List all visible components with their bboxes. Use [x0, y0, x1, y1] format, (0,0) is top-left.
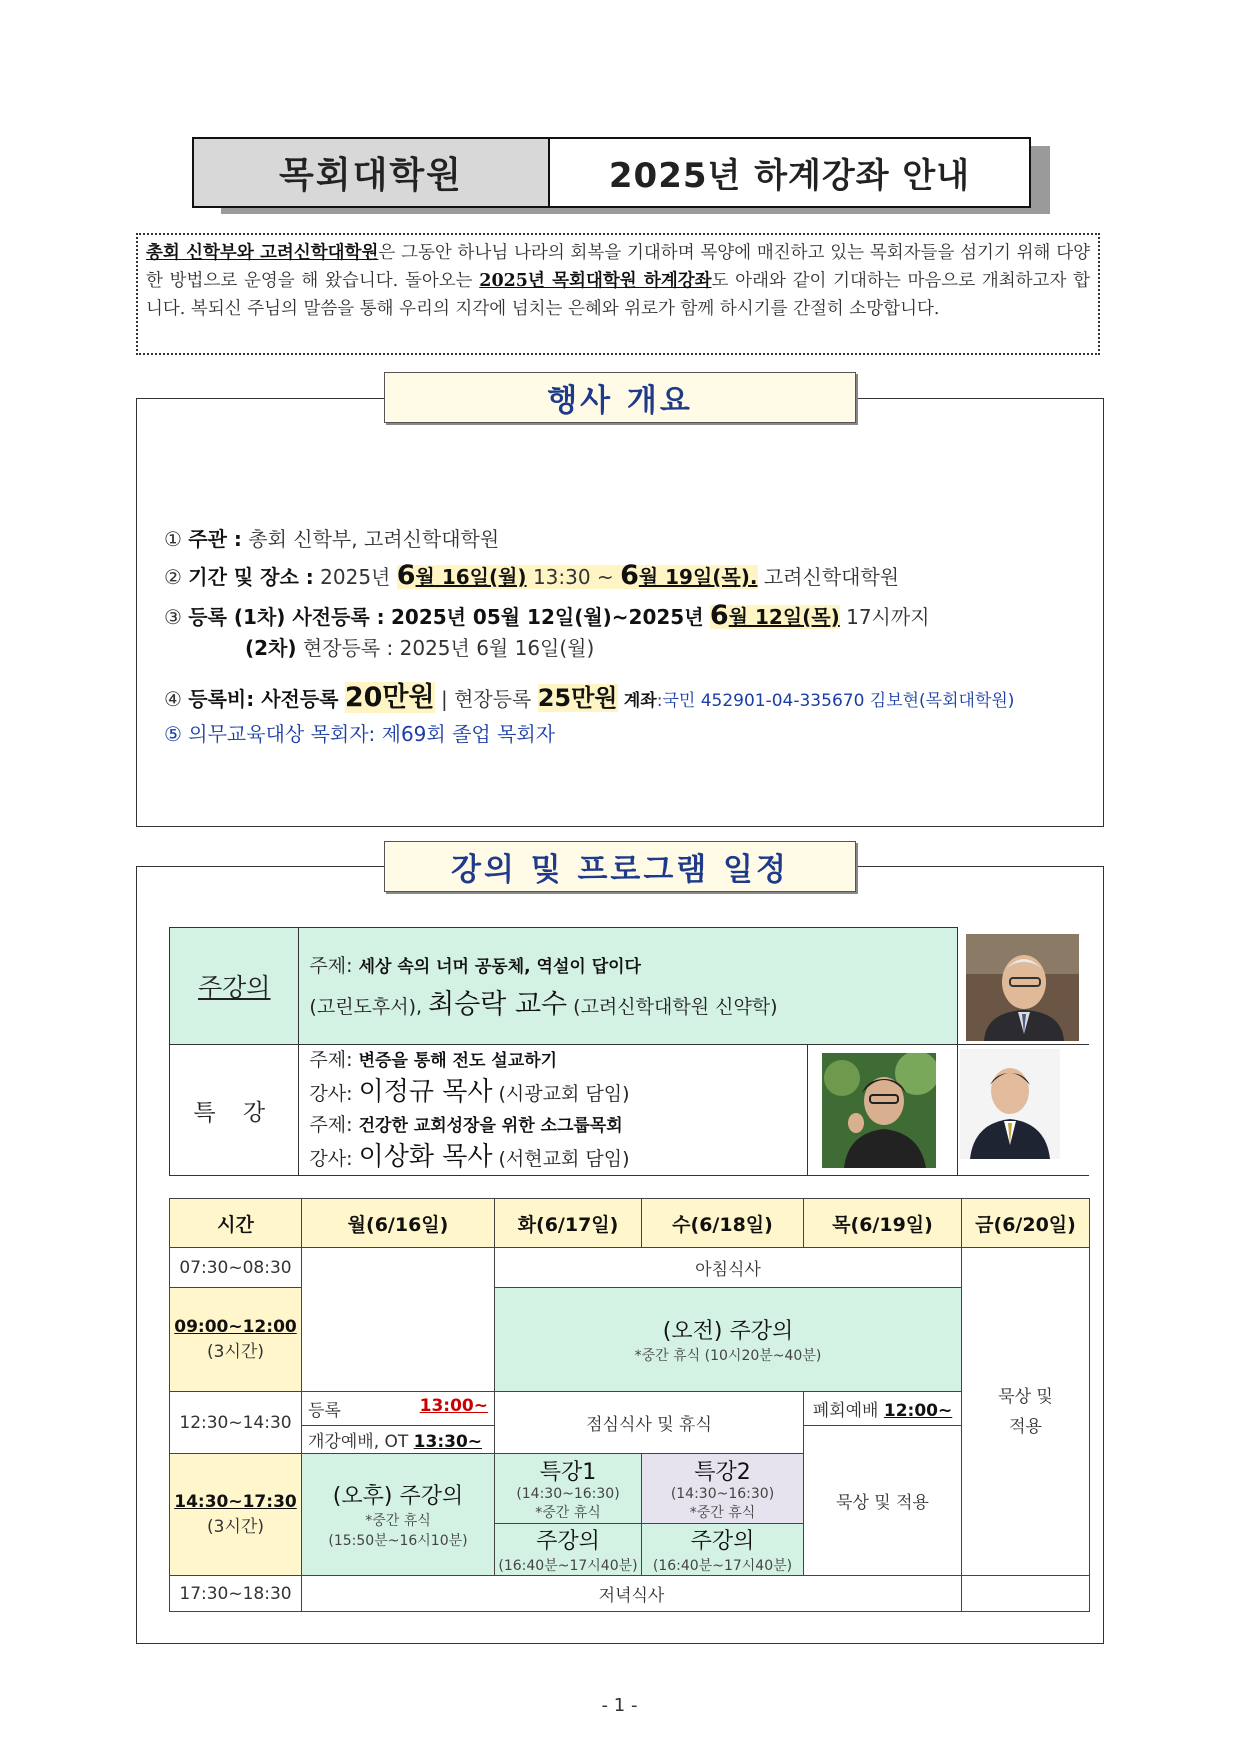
lecture-table — [169, 927, 1089, 1176]
opening-worship: 개강예배, OT 13:30~ — [302, 1426, 495, 1454]
sp2-speaker-photo — [960, 1049, 1060, 1159]
program-title: 강의 및 프로그램 일정 — [384, 841, 856, 892]
lunch: 점심식사 및 휴식 — [495, 1392, 804, 1454]
time-4: 14:30~17:30 (3시간) — [170, 1454, 302, 1576]
overview-item-1: ① 주관 : 총회 신학부, 고려신학대학원 — [164, 527, 500, 551]
closing-worship: 폐회예배 12:00~ — [804, 1392, 962, 1426]
sp1-speaker-photo — [822, 1053, 936, 1168]
time-3: 12:30~14:30 — [170, 1392, 302, 1454]
intro-paragraph — [136, 233, 1100, 355]
time-2: 09:00~12:00 (3시간) — [170, 1288, 302, 1392]
header-left: 목회대학원 — [194, 139, 550, 206]
onsite-fee: 25만원 — [537, 684, 618, 712]
col-tue: 화(6/17일) — [495, 1199, 642, 1248]
tue-main-lecture: 주강의 (16:40분~17시40분) — [495, 1524, 642, 1576]
intro-text1: 은 그동안 하나님 나라의 회복을 기대하며 목양에 매진하고 있는 목회자들을 섬기기 위해 다양한 방법으로 운영을 해 왔습니다. 돌아오는 — [146, 243, 1091, 291]
breakfast: 아침식사 — [495, 1248, 962, 1288]
intro-org: 총회 신학부와 고려신학대학원 — [146, 243, 379, 263]
period-start: 6월 16일(월) 13:30 ~ 6월 19일(목). — [396, 560, 758, 591]
fri-end — [962, 1576, 1090, 1612]
fri-cell: 묵상 및 적용 — [962, 1248, 1090, 1576]
col-mon: 월(6/16일) — [302, 1199, 495, 1248]
special-1: 특강1 (14:30~16:30) *중간 휴식 — [495, 1454, 642, 1524]
col-time: 시간 — [170, 1199, 302, 1248]
wed-main-lecture: 주강의 (16:40분~17시40분) — [642, 1524, 804, 1576]
main-speaker-photo — [966, 934, 1079, 1041]
time-1: 07:30~08:30 — [170, 1248, 302, 1288]
page-number: - 1 - — [601, 1695, 638, 1716]
overview-item-3: ③ 등록 (1차) 사전등록 : 2025년 05월 12일(월)~2025년 6월 12일(목) 17시까지 — [164, 600, 930, 631]
overview-item-4: ④ 등록비: 사전등록 20만원 | 현장등록 25만원 계좌:국민 452901-04-335670 김보현(목회대학원) — [164, 682, 1015, 713]
intro-course: 2025년 목회대학원 하계강좌 — [479, 271, 712, 291]
pre-fee: 20만원 — [344, 682, 435, 713]
dinner: 저녁식사 — [302, 1576, 962, 1612]
col-fri: 금(6/20일) — [962, 1199, 1090, 1248]
overview-title: 행사 개요 — [384, 372, 856, 423]
special-lecture-label: 특 강 — [170, 1045, 299, 1176]
special-2: 특강2 (14:30~16:30) *중간 휴식 — [642, 1454, 804, 1524]
header-right: 2025년 하계강좌 안내 — [608, 156, 971, 196]
mon-morning-empty — [302, 1248, 495, 1392]
main-lecture-label: 주강의 — [170, 928, 299, 1045]
overview-item-2: ② 기간 및 장소 : 2025년 6월 16일(월) 13:30 ~ 6월 19일(목). 고려신학대학원 — [164, 560, 900, 591]
col-thu: 목(6/19일) — [804, 1199, 962, 1248]
col-wed: 수(6/18일) — [642, 1199, 804, 1248]
time-5: 17:30~18:30 — [170, 1576, 302, 1612]
schedule-table — [169, 1198, 1090, 1612]
intro-text2: 도 아래와 같이 기대하는 마음으로 개최하고자 합니다. 복되신 주님의 말씀을 통해 우리의 지각에 넘치는 은혜와 위로가 함께 하시기를 간절히 소망합니다. — [146, 271, 1090, 319]
main-lecture-info: 주제: 세상 속의 너머 공동체, 역설이 답이다 (고린도후서), 최승락 교수 (고려신학대학원 신약학) — [299, 928, 957, 1045]
registration: 등록 13:00~ — [302, 1392, 495, 1426]
thu-afternoon: 묵상 및 적용 — [804, 1426, 962, 1576]
title-box — [192, 137, 1031, 208]
special-lecture-info: 주제: 변증을 통해 전도 설교하기 강사: 이정규 목사 (시광교회 담임) 주제: 건강한 교회성장을 위한 소그룹목회 강사: 이상화 목사 (서현교회 담임) — [299, 1045, 807, 1176]
pm-main-lecture: (오후) 주강의 *중간 휴식 (15:50분~16시10분) — [302, 1454, 495, 1576]
overview-item-5: ⑤ 의무교육대상 목회자: 제69회 졸업 목회자 — [164, 722, 556, 746]
am-main-lecture: (오전) 주강의 *중간 휴식 (10시20분~40분) — [495, 1288, 962, 1392]
overview-item-3b: (2차) 현장등록 : 2025년 6월 16일(월) — [245, 636, 595, 660]
